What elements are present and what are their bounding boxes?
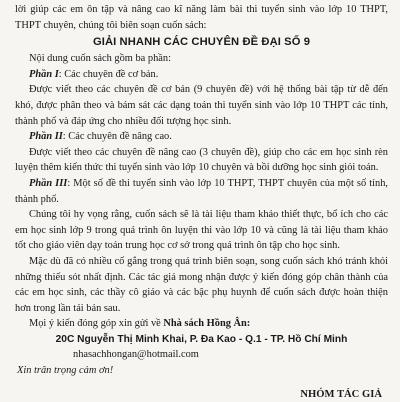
part1-description: Được viết theo các chuyên đề cơ bản (9 chuyên đề) với hệ thống bài tập từ dễ đến khó, được phân theo và bám sát các dạng toán thi tuyển sinh vào lớp 10 THPT các tỉnh, thành phố và đáp ứng cho nhiều đối tượng học sinh. — [15, 84, 388, 127]
contact-lead: Mọi ý kiến đóng góp xin gửi về — [29, 318, 164, 330]
part1-heading — [15, 67, 388, 83]
publisher-address: 20C Nguyễn Thị Minh Khai, P. Đa Kao - Q.1 - TP. Hồ Chí Minh — [55, 333, 348, 345]
part3-label: Phần III — [29, 177, 68, 189]
contact-colon: : — [246, 318, 251, 330]
hope-paragraph: Chúng tôi hy vọng rằng, cuốn sách sẽ là tài liệu tham khảo thiết thực, bổ ích cho các em học sinh lớp 9 trong quá trình ôn luyện thi vào lớp 10 và cũng là tài liệu tham khảo tốt cho giáo viên dạy toán trung học cơ sở trong quá trình ôn tập cho học sinh. — [15, 209, 388, 252]
part1-label: Phần I — [29, 68, 59, 80]
thanks-line: Xin trân trọng cảm ơn! — [17, 365, 114, 377]
book-title: GIẢI NHANH CÁC CHUYÊN ĐỀ ĐẠI SỐ 9 — [92, 36, 311, 49]
publisher-name: Nhà sách Hồng Ân — [163, 318, 247, 330]
part2-title: : Các chuyên đề nâng cao. — [62, 131, 172, 143]
intro-paragraph: lời giúp các em ôn tập và nâng cao kĩ năng làm bài thi tuyển sinh vào lớp 10 THPT, THPT chuyên, chúng tôi biên soạn cuốn sách: — [15, 4, 388, 31]
apology-paragraph: Mặc dù đã có nhiều cố gắng trong quá trình biên soạn, song cuốn sách khó tránh khỏi những thiếu sót nhất định. Các tác giả mong nhận được ý kiến đóng góp chân thành của các em học sinh, các thầy cô giáo và các bậc phụ huynh để cuốn sách được hoàn thiện hơn trong lần tái bản sau. — [15, 255, 388, 314]
content-intro: Nội dung cuốn sách gồm ba phần: — [29, 53, 171, 65]
part2-label: Phần II — [29, 131, 63, 143]
part2-heading — [15, 129, 388, 145]
part2-description: Được viết theo các chuyên đề nâng cao (3 chuyên đề), giúp cho các em học sinh rèn luyện thêm kiến thức thi tuyển sinh vào lớp 10 chuyên và bồi dưỡng học sinh giỏi toán. — [15, 146, 388, 174]
contact-paragraph — [15, 316, 388, 332]
part1-title: : Các chuyên đề cơ bản. — [58, 68, 159, 80]
publisher-email: nhasachhongan@hotmail.com — [73, 349, 199, 361]
author-signature: NHÓM TÁC GIẢ — [300, 388, 382, 400]
part3-text: : Một số đề thi tuyển sinh vào lớp 10 THPT, THPT chuyên của một số tỉnh, thành phố. — [15, 177, 388, 205]
part3-paragraph — [15, 176, 388, 207]
